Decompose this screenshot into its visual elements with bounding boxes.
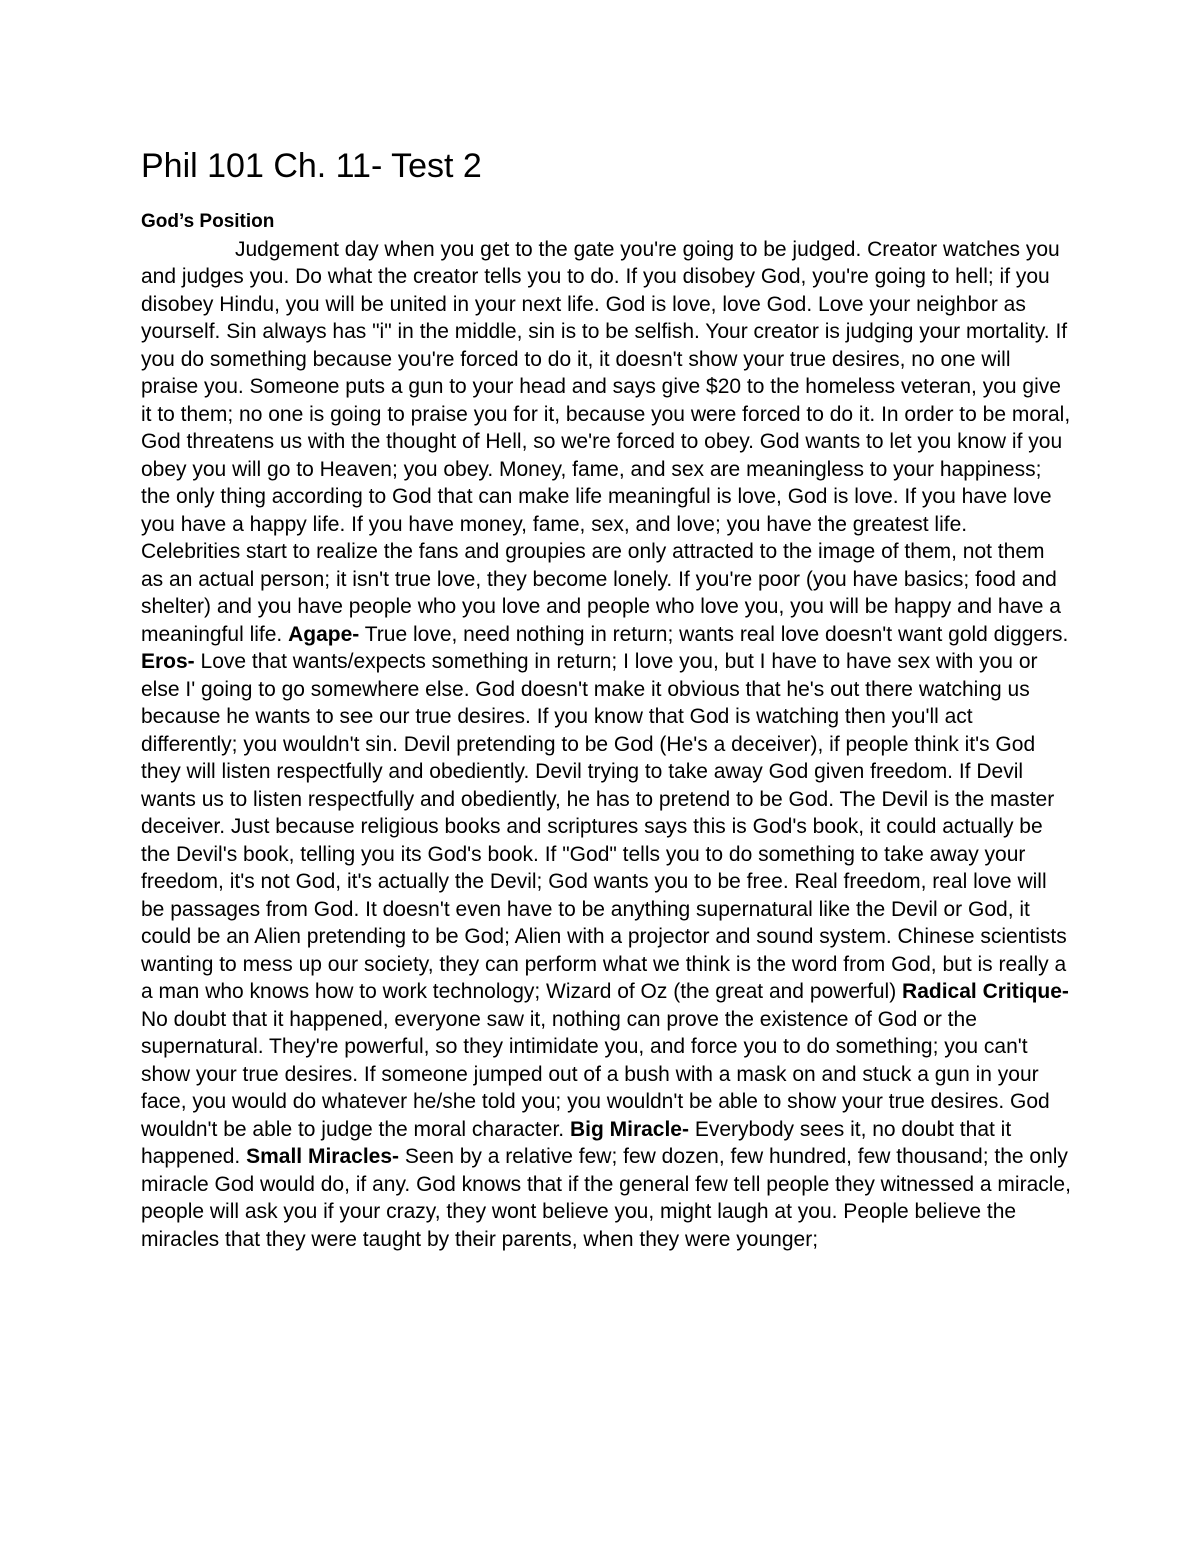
document-title: Phil 101 Ch. 11- Test 2 [141, 147, 482, 185]
term-agape: Agape- [288, 622, 360, 646]
section-heading: God’s Position [141, 211, 275, 232]
paragraph-text: Seen by a relative few; few dozen, few hundred, few thousand; the only miracle God would do, if any. God knows that if the general few tell people they witnessed a miracle, people will ask you if your crazy, they wont believe you, might laugh at you. People believe the miracles that they were taught by their parents, when they were younger; [141, 1145, 1071, 1251]
term-eros: Eros- [141, 650, 195, 673]
paragraph-text: Judgement day when you get to the gate you're going to be judged. Creator watches you and judges you. Do what the creator tells you to do. If you disobey God, you're going to hell; if you disobey Hindu, you will be united in your next life. God is love, love God. Love your neighbor as yourself. Sin always has "i" in the middle, sin is to be selfish. Your creator is judging your mortality. If you do something because you're forced to do it, it doesn't show your true desires, no one will praise you. Someone puts a gun to your head and says give $20 to the homeless veteran, you give it to them; no one is going to praise you for it, because you were forced to do it. In order to be moral, God threatens us with the thought of Hell, so we're forced to obey. God wants to let you know if you obey you will go to Heaven; you obey. Money, fame, and sex are meaningless to your happiness; the only thing according to God that can make life meaningful is love, God is love. If you have love you have a happy life. If you have money, fame, sex, and love; you have the greatest life. Celebrities start to realize the fans and groupies are only attracted to the image of them, not them as an actual person; it isn't true love, they become lonely. If you're poor (you have basics; food and shelter) and you have people who you love and people who love you, you will be happy and have a meaningful life. [141, 237, 1071, 646]
term-big-miracle: Big Miracle- [569, 1117, 689, 1141]
term-small-miracles: Small Miracles- [246, 1145, 400, 1168]
paragraph-text: Love that wants/expects something in return; I love you, but I have to have sex with you or else I' going to go somewhere else. God doesn't make it obvious that he's out there watching us because he wants to see our true desires. If you know that God is watching then you'll act differently; you wouldn't sin. Devil pretending to be God (He's a deceiver), if people think it's God they will listen respectfully and obediently. Devil trying to take away God given freedom. If Devil wants us to listen respectfully and obediently, he has to pretend to be God. The Devil is the master deceiver. Just because religious books and scriptures says this is God's book, it could actually be the Devil's book, telling you its God's book. If "God" tells you to do something to take away your freedom, it's not God, it's actually the Devil; God wants you to be free. Real freedom, real love will be passages from God. It doesn't even have to be anything supernatural like the Devil or God, it could be an Alien pretending to be God; Alien with a projector and sound system. Chinese scientists wanting to mess up our society, they can perform what we think is the word from God, but is really a a man who knows how to work technology; Wizard of Oz (the great and powerful) [141, 650, 1067, 1003]
paragraph-text: Everybody sees it, no doubt that it happened. [141, 1117, 1012, 1168]
paragraph-text: No doubt that it happened, everyone saw it, nothing can prove the existence of God or the supernatural. They're powerful, so they intimidate you, and force you to do something; you can't show your true desires. If someone jumped out of a bush with a mask on and stuck a gun in your face, you would do whatever he/she told you; you wouldn't be able to show your true desires. God wouldn't be able to judge the moral character. [141, 1007, 1050, 1141]
document-page [141, 142, 1071, 1253]
body-paragraph [141, 236, 1071, 1254]
term-radical-critique: Radical Critique- [902, 980, 1069, 1003]
paragraph-text: True love, need nothing in return; wants real love doesn't want gold diggers. [359, 622, 1069, 646]
